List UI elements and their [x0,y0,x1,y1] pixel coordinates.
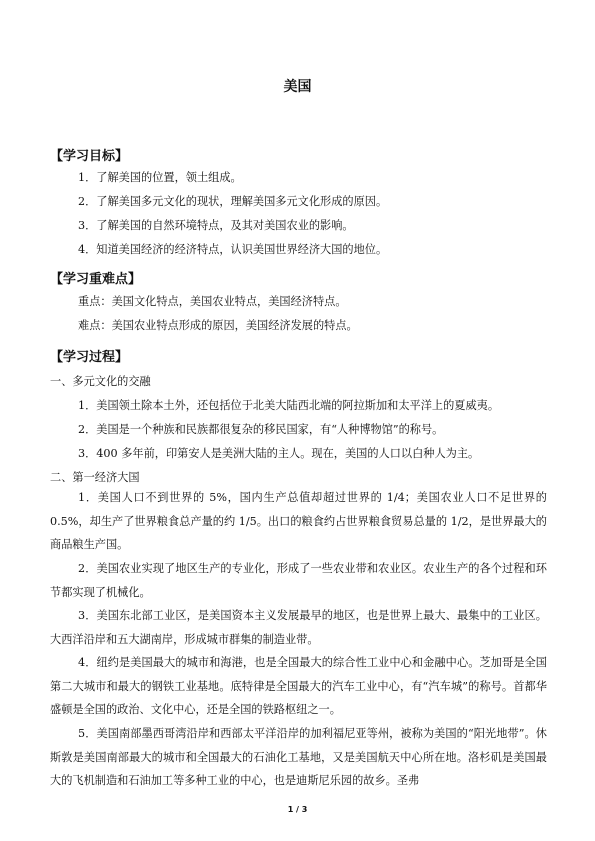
section-heading: 一、多元文化的交融 [50,375,151,388]
process-heading: 【学习过程】 [50,350,129,365]
section-paragraph: 5．美国南部墨西哥湾沿岸和西部太平洋沿岸的加利福尼亚等州，被称为美国的“阳光地带”。休斯敦是美国南部最大的城市和全国最大的石油化工基地，又是美国航天中心所在地。洛杉矶是美国最大的飞机制造和石油加工等多种工业的中心，也是迪斯尼乐园的故乡。圣弗 [50,727,547,787]
section-item: 3．400 多年前，印第安人是美洲大陆的主人。现在，美国的人口以白种人为主。 [78,447,480,460]
section-paragraph: 4．纽约是美国最大的城市和海港，也是全国最大的综合性工业中心和金融中心。芝加哥是全国第二大城市和最大的钢铁工业基地。底特律是全国最大的汽车工业中心，有“汽车城”的称号。首都华盛顿是全国的政治、文化中心，还是全国的铁路枢纽之一。 [50,656,547,716]
key-point-item: 重点：美国文化特点，美国农业特点，美国经济特点。 [78,295,347,308]
key-points-heading: 【学习重难点】 [50,272,142,287]
section-item: 2．美国是一个种族和民族都很复杂的移民国家，有“人种博物馆”的称号。 [78,423,444,436]
goal-item: 4．知道美国经济的经济特点，认识美国世界经济大国的地位。 [78,243,388,256]
section-heading: 二、第一经济大国 [50,471,140,484]
page-number: 1 / 3 [287,805,308,814]
section-item: 1．美国领土除本土外，还包括位于北美大陆西北端的阿拉斯加和太平洋上的夏威夷。 [78,399,500,412]
goal-item: 2．了解美国多元文化的现状，理解美国多元文化形成的原因。 [78,195,388,208]
goals-heading: 【学习目标】 [50,149,129,164]
goal-item: 3．了解美国的自然环境特点，及其对美国农业的影响。 [78,219,354,232]
section-paragraph: 3．美国东北部工业区，是美国资本主义发展最早的地区，也是世界上最大、最集中的工业区。大西洋沿岸和五大湖南岸，形成城市群集的制造业带。 [50,609,547,646]
section-paragraph: 1．美国人口不到世界的 5%，国内生产总值却超过世界的 1/4；美国农业人口不足世界的 0.5%，却生产了世界粮食总产量的约 1/5。出口的粮食约占世界粮食贸易总量的 1/2，是世界最大的商品粮生产国。 [50,491,547,551]
section-paragraph: 2．美国农业实现了地区生产的专业化，形成了一些农业带和农业区。农业生产的各个过程和环节都实现了机械化。 [50,562,547,599]
document-title: 美国 [283,79,312,95]
goal-item: 1．了解美国的位置，领土组成。 [78,171,242,184]
key-point-item: 难点：美国农业特点形成的原因，美国经济发展的特点。 [78,319,358,332]
